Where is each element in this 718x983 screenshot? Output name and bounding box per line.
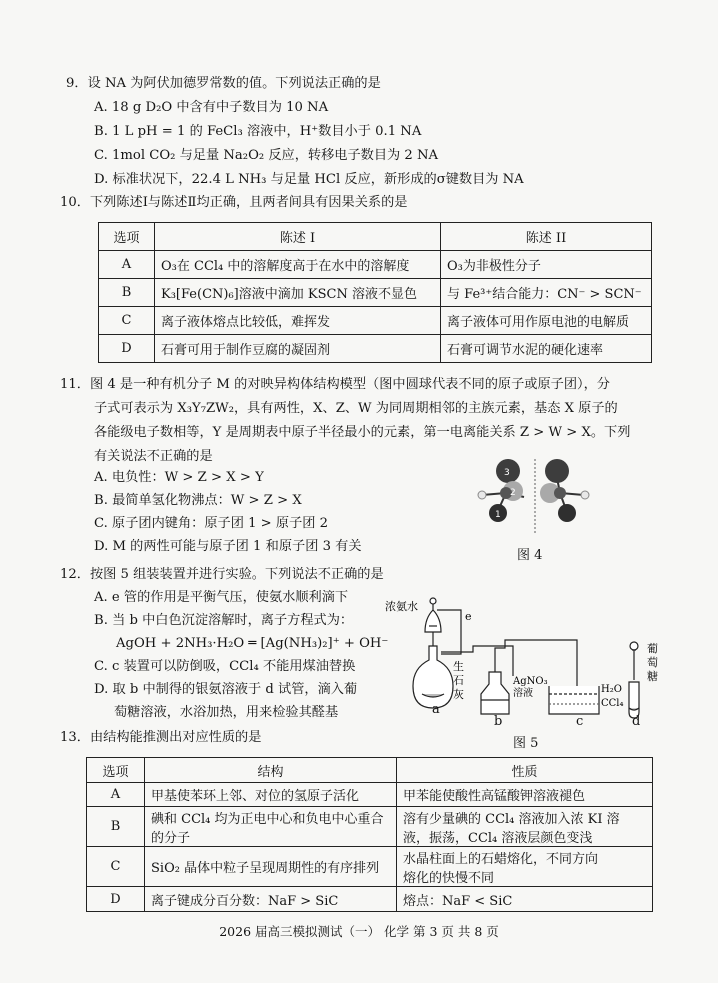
page-footer: 2026 届高三模拟测试（一） 化学 第 3 页 共 8 页 bbox=[219, 924, 499, 939]
q13-cell: B bbox=[87, 807, 145, 847]
label-b: b bbox=[494, 714, 503, 729]
q13-cell: 甲基使苯环上邻、对位的氢原子活化 bbox=[145, 783, 397, 807]
q13-header: 选项 bbox=[87, 758, 145, 783]
q12-option-a: A. e 管的作用是平衡气压，使氨水顺利滴下 bbox=[94, 590, 349, 605]
q13-row bbox=[87, 847, 653, 887]
q13-cell: 离子键成分百分数：NaF > SiC bbox=[145, 887, 397, 912]
q13-header: 性质 bbox=[397, 758, 653, 783]
q13-header: 结构 bbox=[145, 758, 397, 783]
q10-cell: 石膏可调节水泥的硬化速率 bbox=[441, 335, 652, 363]
q11-option-a: A. 电负性：W > Z > X > Y bbox=[94, 470, 264, 485]
label-lime: 灰 bbox=[453, 688, 464, 701]
label-c: c bbox=[576, 714, 584, 729]
q10-cell: 离子液体熔点比较低，难挥发 bbox=[155, 307, 441, 335]
q13-cell: SiO₂ 晶体中粒子呈现周期性的有序排列 bbox=[145, 847, 397, 887]
q10-cell: D bbox=[99, 335, 155, 363]
q13-header-row bbox=[87, 758, 653, 783]
label-lime: 石 bbox=[453, 674, 464, 687]
q10-cell: 离子液体可用作原电池的电解质 bbox=[441, 307, 652, 335]
q13-cell: C bbox=[87, 847, 145, 887]
ball-label: 3 bbox=[504, 468, 510, 478]
q13-row bbox=[87, 887, 653, 912]
q10-header: 选项 bbox=[99, 223, 155, 251]
q10-header: 陈述 II bbox=[441, 223, 652, 251]
q12-option-c: C. c 装置可以防倒吸，CCl₄ 不能用煤油替换 bbox=[94, 659, 356, 674]
q11-option-d: D. M 的两性可能与原子团 1 和原子团 3 有关 bbox=[94, 539, 362, 554]
q10-cell: B bbox=[99, 279, 155, 307]
q13-cell-line: 熔化的快慢不同 bbox=[403, 870, 495, 886]
q10-stem: 10．下列陈述Ⅰ与陈述Ⅱ均正确，且两者间具有因果关系的是 bbox=[60, 195, 408, 210]
q13-cell: A bbox=[87, 783, 145, 807]
label-glucose: 萄 bbox=[647, 656, 658, 669]
q13-cell-line: 溶有少量碘的 CCl₄ 溶液加入浓 KI 溶 bbox=[403, 811, 620, 827]
q10-row bbox=[99, 335, 652, 363]
q10-row bbox=[99, 251, 652, 279]
q9-option-a: A. 18 g D₂O 中含有中子数目为 10 NA bbox=[94, 100, 329, 115]
q13-cell-line: 水晶柱面上的石蜡熔化，不同方向 bbox=[403, 851, 599, 867]
q13-cell: D bbox=[87, 887, 145, 912]
q10-cell: K₃[Fe(CN)₆]溶液中滴加 KSCN 溶液不显色 bbox=[155, 279, 441, 307]
label-glucose: 糖 bbox=[647, 670, 658, 683]
q13-cell bbox=[145, 807, 397, 847]
q11-line: 子式可表示为 X₃Y₇ZW₂，具有两性，X、Z、W 为同周期相邻的主族元素，基态 X 原子的 bbox=[94, 401, 618, 416]
q9-stem: 9．设 NA 为阿伏加德罗常数的值。下列说法正确的是 bbox=[66, 76, 381, 91]
label-agno3: AgNO₃ bbox=[513, 676, 548, 687]
label-d: d bbox=[632, 714, 641, 729]
q10-cell: C bbox=[99, 307, 155, 335]
q13-cell-line: 液，振荡，CCl₄ 溶液层颜色变浅 bbox=[403, 830, 593, 846]
label-h2o: H₂O bbox=[601, 684, 622, 695]
q12-option-d-cont: 萄糖溶液，水浴加热，用来检验其醛基 bbox=[114, 705, 339, 720]
q10-cell: 与 Fe³⁺结合能力：CN⁻ > SCN⁻ bbox=[441, 279, 652, 307]
label-lime: 生 bbox=[453, 660, 464, 673]
q11-line: 各能级电子数相等，Y 是周期表中原子半径最小的元素，第一电离能关系 Z > W > X。下列 bbox=[94, 425, 631, 440]
q10-cell: A bbox=[99, 251, 155, 279]
q13-cell: 熔点：NaF < SiC bbox=[397, 887, 653, 912]
q11-line: 有关说法不正确的是 bbox=[94, 449, 213, 464]
q9-option-c: C. 1mol CO₂ 与足量 Na₂O₂ 反应，转移电子数目为 2 NA bbox=[94, 148, 439, 163]
q11-option-c: C. 原子团内键角：原子团 1 > 原子团 2 bbox=[94, 516, 329, 531]
q12-equation: AgOH + 2NH₃·H₂O ═ [Ag(NH₃)₂]⁺ + OH⁻ bbox=[116, 636, 389, 651]
label-a: a bbox=[432, 702, 440, 717]
q13-cell: 甲苯能使酸性高锰酸钾溶液褪色 bbox=[397, 783, 653, 807]
q12-stem: 12．按图 5 组装装置并进行实验。下列说法不正确的是 bbox=[60, 567, 384, 582]
q10-row bbox=[99, 279, 652, 307]
q13-cell bbox=[397, 807, 653, 847]
ball-label: 2 bbox=[510, 488, 516, 498]
figure-5-apparatus bbox=[385, 590, 675, 720]
q12-option-b: B. 当 b 中白色沉淀溶解时，离子方程式为： bbox=[94, 613, 354, 628]
ball-label: 1 bbox=[495, 510, 501, 520]
q10-cell: 石膏可用于制作豆腐的凝固剂 bbox=[155, 335, 441, 363]
q13-row bbox=[87, 783, 653, 807]
q10-header: 陈述 I bbox=[155, 223, 441, 251]
label-ammonia: 浓氨水 bbox=[385, 600, 418, 613]
q11-option-b: B. 最简单氢化物沸点：W > Z > X bbox=[94, 493, 302, 508]
figure-4-molecule-model bbox=[460, 455, 600, 537]
q9-option-d: D. 标准状况下，22.4 L NH₃ 与足量 HCl 反应，新形成的σ键数目为 NA bbox=[94, 172, 524, 187]
q13-row bbox=[87, 807, 653, 847]
q9-option-b: B. 1 L pH = 1 的 FeCl₃ 溶液中，H⁺数目小于 0.1 NA bbox=[94, 124, 422, 139]
q13-stem: 13．由结构能推测出对应性质的是 bbox=[60, 730, 262, 745]
label-e: e bbox=[465, 610, 472, 623]
q10-header-row bbox=[99, 223, 652, 251]
label-agno3: 溶液 bbox=[513, 688, 533, 699]
q11-line: 11．图 4 是一种有机分子 M 的对映异构体结构模型（图中圆球代表不同的原子或原子团），分 bbox=[60, 377, 610, 392]
label-ccl4: CCl₄ bbox=[601, 698, 624, 709]
q10-table bbox=[98, 222, 652, 363]
q12-option-d: D. 取 b 中制得的银氨溶液于 d 试管，滴入葡 bbox=[94, 682, 358, 697]
label-glucose: 葡 bbox=[647, 642, 658, 655]
q13-cell-line: 的分子 bbox=[151, 830, 191, 846]
q10-cell: O₃在 CCl₄ 中的溶解度高于在水中的溶解度 bbox=[155, 251, 441, 279]
q13-cell bbox=[397, 847, 653, 887]
figure-4-caption: 图 4 bbox=[517, 548, 543, 563]
figure-5-caption: 图 5 bbox=[513, 736, 539, 751]
q13-cell-line: 碘和 CCl₄ 均为正电中心和负电中心重合 bbox=[151, 811, 384, 827]
q10-row bbox=[99, 307, 652, 335]
q10-cell: O₃为非极性分子 bbox=[441, 251, 652, 279]
q13-table bbox=[86, 757, 653, 912]
